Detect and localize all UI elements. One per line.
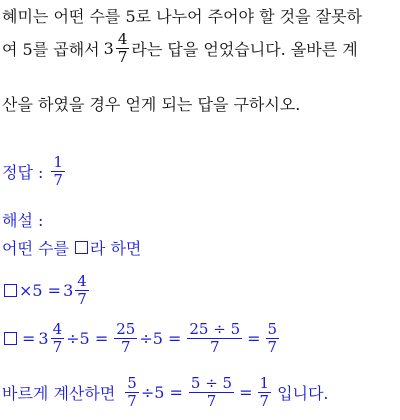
blank-box-icon <box>75 241 88 254</box>
eq1-denominator: 7 <box>77 290 87 308</box>
final-fraction-2 <box>189 376 234 409</box>
final-equals: = <box>239 383 253 402</box>
eq1-times: ×5 = <box>19 281 62 300</box>
equation-2 <box>2 322 281 355</box>
eq2-fraction-4 <box>266 322 280 355</box>
eq1-whole: 3 <box>63 281 74 300</box>
eq1-numerator: 4 <box>77 272 87 290</box>
eq2-equals-3: = <box>247 329 261 348</box>
eq2-fraction-1 <box>51 322 65 355</box>
final-prefix: 바르게 계산하면 <box>2 384 116 403</box>
eq2-numerator-3: 25 ÷ 5 <box>189 320 241 338</box>
final-fraction-1 <box>125 376 139 409</box>
eq2-equals: = <box>22 329 36 348</box>
mixed-whole: 3 <box>103 39 114 58</box>
eq2-denominator-1: 7 <box>52 338 63 356</box>
answer-fraction <box>51 155 65 188</box>
final-denominator-1: 7 <box>127 392 137 410</box>
answer-denominator: 7 <box>53 171 63 189</box>
eq2-fraction-3 <box>187 322 242 355</box>
solution-label: 해설 : <box>2 211 44 230</box>
problem-line-3: 산을 하였을 경우 얻게 되는 답을 구하시오. <box>2 95 301 114</box>
final-numerator-1: 5 <box>127 374 137 392</box>
mixed-numerator: 4 <box>117 30 128 48</box>
final-div: ÷5 = <box>140 383 183 402</box>
mixed-fraction <box>116 32 130 65</box>
final-numerator-2: 5 ÷ 5 <box>190 374 233 392</box>
mixed-denominator: 7 <box>117 48 128 66</box>
final-fraction-3 <box>258 376 272 409</box>
eq2-denominator-2: 7 <box>120 338 131 356</box>
eq2-whole: 3 <box>38 329 49 348</box>
eq2-numerator-1: 4 <box>52 320 63 338</box>
eq2-numerator-4: 5 <box>267 320 278 338</box>
final-denominator-2: 7 <box>206 392 217 410</box>
final-denominator-3: 7 <box>259 392 270 410</box>
eq2-fraction-2 <box>114 322 137 355</box>
solution-intro-a: 어떤 수를 <box>2 239 69 258</box>
eq2-numerator-2: 25 <box>116 320 136 338</box>
answer-label: 정답 : <box>2 163 44 182</box>
eq2-div-1: ÷5 = <box>66 329 109 348</box>
eq2-denominator-4: 7 <box>267 338 278 356</box>
final-line <box>2 376 329 409</box>
problem-line-2 <box>2 32 358 65</box>
problem-line-1: 혜미는 어떤 수를 5로 나누어 주어야 할 것을 잘못하 <box>2 7 362 26</box>
final-suffix: 입니다. <box>277 384 329 403</box>
solution-intro-b: 라 하면 <box>89 239 142 258</box>
blank-box-icon <box>4 284 17 297</box>
answer-numerator: 1 <box>53 153 63 171</box>
answer-line <box>2 155 67 188</box>
eq2-div-2: ÷5 = <box>139 329 182 348</box>
eq1-fraction <box>75 274 89 307</box>
problem-line-2-start: 여 5를 곱해서 <box>2 40 100 59</box>
solution-intro <box>2 236 141 259</box>
problem-line-2-end: 라는 답을 얻었습니다. 올바른 계 <box>131 40 358 59</box>
equation-1 <box>2 274 91 307</box>
final-numerator-3: 1 <box>259 374 270 392</box>
blank-box-icon <box>4 332 17 345</box>
eq2-denominator-3: 7 <box>209 338 220 356</box>
